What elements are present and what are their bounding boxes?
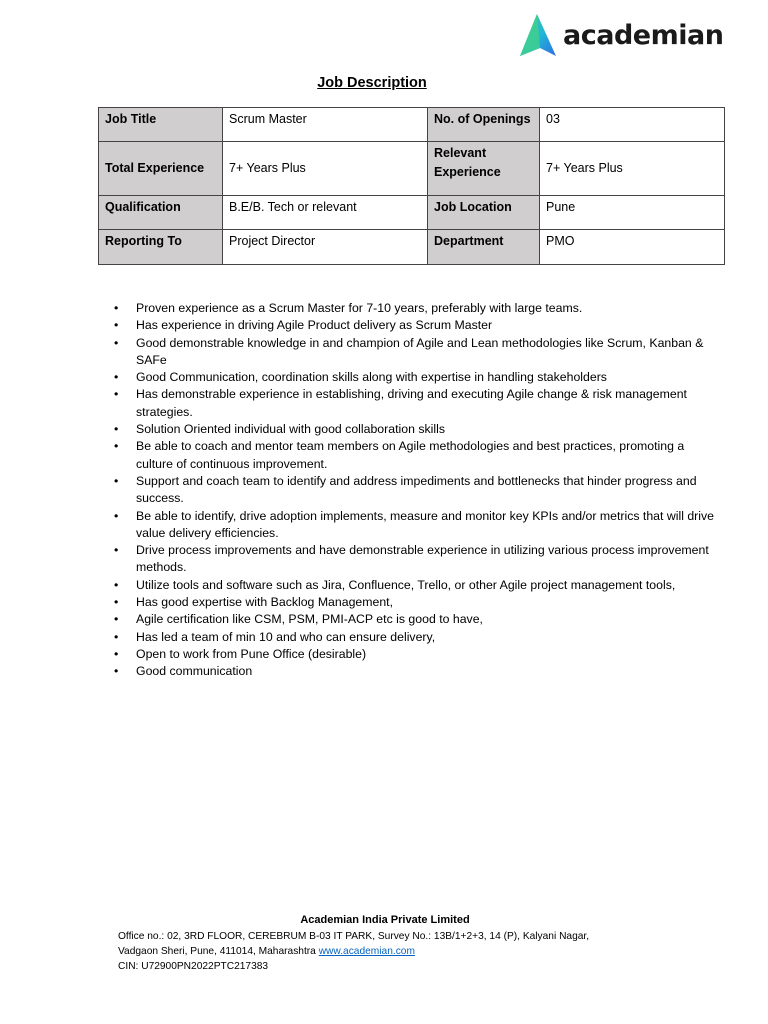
value-relevant-experience: 7+ Years Plus bbox=[540, 142, 725, 196]
list-item-text: Good communication bbox=[136, 664, 253, 679]
list-item-text: Drive process improvements and have demonstrable experience in utilizing various process improvement methods. bbox=[136, 543, 709, 575]
bullet-icon: • bbox=[114, 335, 119, 350]
list-item bbox=[114, 335, 724, 370]
list-item-text: Has demonstrable experience in establishing, driving and executing Agile change & risk management strategies. bbox=[136, 387, 687, 419]
list-item bbox=[114, 646, 724, 663]
list-item bbox=[114, 577, 724, 594]
value-job-location: Pune bbox=[540, 196, 725, 230]
value-department: PMO bbox=[540, 230, 725, 265]
footer-cin: CIN: U72900PN2022PTC217383 bbox=[118, 961, 269, 972]
list-item bbox=[114, 611, 724, 628]
footer-address-line1: Office no.: 02, 3RD FLOOR, CEREBRUM B-03 IT PARK, Survey No.: 13B/1+2+3, 14 (P), Kalyani Nagar, bbox=[118, 931, 590, 942]
list-item bbox=[114, 594, 724, 611]
table-row bbox=[99, 196, 725, 230]
value-total-experience: 7+ Years Plus bbox=[223, 142, 428, 196]
label-job-location: Job Location bbox=[428, 196, 540, 230]
academian-logo-icon bbox=[516, 12, 558, 58]
bullet-icon: • bbox=[114, 595, 119, 610]
bullet-icon: • bbox=[114, 629, 119, 644]
job-details-table bbox=[98, 107, 725, 265]
bullet-icon: • bbox=[114, 473, 119, 488]
table-row bbox=[99, 108, 725, 142]
bullet-icon: • bbox=[114, 664, 119, 679]
list-item bbox=[114, 421, 724, 438]
list-item bbox=[114, 473, 724, 508]
bullet-icon: • bbox=[114, 318, 119, 333]
label-job-title: Job Title bbox=[99, 108, 223, 142]
bullet-icon: • bbox=[114, 543, 119, 558]
value-qualification: B.E/B. Tech or relevant bbox=[223, 196, 428, 230]
list-item-text: Solution Oriented individual with good collaboration skills bbox=[136, 422, 445, 437]
table-row bbox=[99, 142, 725, 196]
document-title: Job Description bbox=[317, 75, 427, 91]
brand-logo bbox=[516, 12, 723, 58]
footer-website-link[interactable]: www.academian.com bbox=[318, 946, 415, 957]
list-item-text: Utilize tools and software such as Jira, Confluence, Trello, or other Agile project management tools, bbox=[136, 577, 676, 592]
label-reporting-to: Reporting To bbox=[99, 230, 223, 265]
list-item-text: Support and coach team to identify and address impediments and bottlenecks that hinder progress and success. bbox=[136, 473, 697, 506]
value-job-title: Scrum Master bbox=[223, 108, 428, 142]
bullet-icon: • bbox=[114, 422, 119, 437]
list-item-text: Has led a team of min 10 and who can ensure delivery, bbox=[136, 629, 436, 644]
list-item-text: Good Communication, coordination skills along with expertise in handling stakeholders bbox=[136, 370, 607, 385]
label-openings: No. of Openings bbox=[428, 108, 540, 142]
list-item-text: Good demonstrable knowledge in and champion of Agile and Lean methodologies like Scrum, Kanban & SAFe bbox=[136, 335, 704, 367]
table-row bbox=[99, 230, 725, 265]
brand-name: academian bbox=[563, 19, 724, 51]
footer-address-line2-row bbox=[118, 944, 658, 959]
list-item-text: Be able to coach and mentor team members on Agile methodologies and best practices, promoting a culture of continuous improvement. bbox=[136, 439, 685, 471]
bullet-icon: • bbox=[114, 612, 119, 627]
bullet-icon: • bbox=[114, 387, 119, 402]
list-item bbox=[114, 369, 724, 386]
label-relevant-experience: Relevant Experience bbox=[428, 142, 540, 196]
bullet-icon: • bbox=[114, 646, 119, 661]
list-item bbox=[114, 542, 724, 577]
requirements-list bbox=[114, 300, 724, 681]
list-item-text: Has good expertise with Backlog Management, bbox=[136, 595, 394, 610]
bullet-icon: • bbox=[114, 301, 119, 315]
list-item bbox=[114, 317, 724, 334]
footer-address-line2: Vadgaon Sheri, Pune, 411014, Maharashtra bbox=[118, 946, 316, 957]
list-item bbox=[114, 629, 724, 646]
list-item bbox=[114, 386, 724, 421]
list-item bbox=[114, 438, 724, 473]
footer-company-name: Academian India Private Limited bbox=[300, 914, 470, 926]
label-department: Department bbox=[428, 230, 540, 265]
list-item-text: Has experience in driving Agile Product delivery as Scrum Master bbox=[136, 318, 493, 333]
value-openings: 03 bbox=[540, 108, 725, 142]
list-item-text: Agile certification like CSM, PSM, PMI-ACP etc is good to have, bbox=[136, 612, 483, 627]
bullet-icon: • bbox=[114, 508, 119, 523]
page-footer bbox=[118, 913, 658, 974]
value-reporting-to: Project Director bbox=[223, 230, 428, 265]
bullet-icon: • bbox=[114, 577, 119, 592]
list-item bbox=[114, 663, 724, 680]
list-item-text: Open to work from Pune Office (desirable) bbox=[136, 646, 367, 661]
label-qualification: Qualification bbox=[99, 196, 223, 230]
bullet-icon: • bbox=[114, 370, 119, 385]
label-total-experience: Total Experience bbox=[99, 142, 223, 196]
list-item-text: Proven experience as a Scrum Master for 7-10 years, preferably with large teams. bbox=[136, 301, 583, 315]
list-item bbox=[114, 300, 724, 317]
list-item bbox=[114, 508, 724, 543]
bullet-icon: • bbox=[114, 439, 119, 454]
list-item-text: Be able to identify, drive adoption implements, measure and monitor key KPIs and/or metrics that will drive value delivery efficiencies. bbox=[136, 508, 714, 540]
